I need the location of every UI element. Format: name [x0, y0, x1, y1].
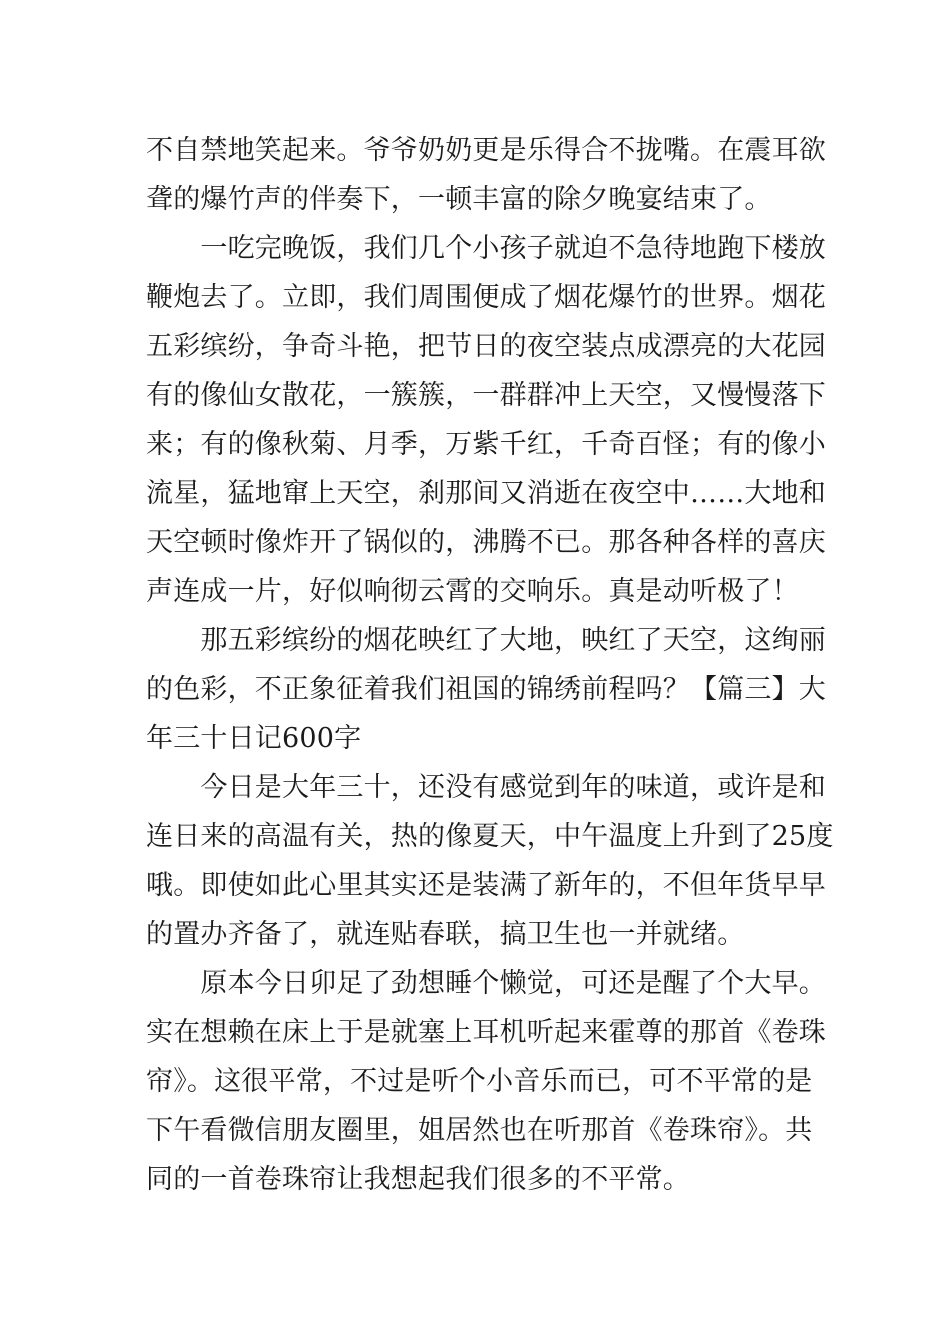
text-line: 哦。即使如此心里其实还是装满了新年的，不但年货早早: [146, 870, 826, 901]
text-line: 不自禁地笑起来。爷爷奶奶更是乐得合不拢嘴。在震耳欲: [146, 135, 826, 166]
document-body: [146, 126, 834, 1204]
text-line: 的置办齐备了，就连贴春联，搞卫生也一并就绪。: [146, 919, 745, 950]
text-line: 流星，猛地窜上天空，刹那间又消逝在夜空中……大地和: [146, 478, 826, 509]
text-line: 今日是大年三十，还没有感觉到年的味道，或许是和: [146, 772, 826, 803]
text-line: 声连成一片，好似响彻云霄的交响乐。真是动听极了！: [146, 576, 799, 607]
text-line: 天空顿时像炸开了锅似的，沸腾不已。那各种各样的喜庆: [146, 527, 826, 558]
text-line: 连日来的高温有关，热的像夏天，中午温度上升到了25度: [146, 821, 834, 852]
text-line: 年三十日记600字: [146, 723, 362, 754]
text-line: 一吃完晚饭，我们几个小孩子就迫不急待地跑下楼放: [146, 233, 826, 264]
text-line: 那五彩缤纷的烟花映红了大地，映红了天空，这绚丽: [146, 625, 826, 656]
text-line: 的色彩，不正象征着我们祖国的锦绣前程吗？【篇三】大: [146, 674, 826, 705]
text-line: 来；有的像秋菊、月季，万紫千红，千奇百怪；有的像小: [146, 429, 826, 460]
text-line: 五彩缤纷，争奇斗艳，把节日的夜空装点成漂亮的大花园: [146, 331, 826, 362]
text-line: 聋的爆竹声的伴奏下，一顿丰富的除夕晚宴结束了。: [146, 184, 772, 215]
text-line: 有的像仙女散花，一簇簇，一群群冲上天空，又慢慢落下: [146, 380, 826, 411]
text-line: 下午看微信朋友圈里，姐居然也在听那首《卷珠帘》。共: [146, 1115, 813, 1146]
text-line: 原本今日卯足了劲想睡个懒觉，可还是醒了个大早。: [146, 968, 826, 999]
text-line: 帘》。这很平常，不过是听个小音乐而已，可不平常的是: [146, 1066, 813, 1097]
text-line: 同的一首卷珠帘让我想起我们很多的不平常。: [146, 1164, 690, 1195]
text-line: 实在想赖在床上于是就塞上耳机听起来霍尊的那首《卷珠: [146, 1017, 826, 1048]
text-line: 鞭炮去了。立即，我们周围便成了烟花爆竹的世界。烟花: [146, 282, 826, 313]
